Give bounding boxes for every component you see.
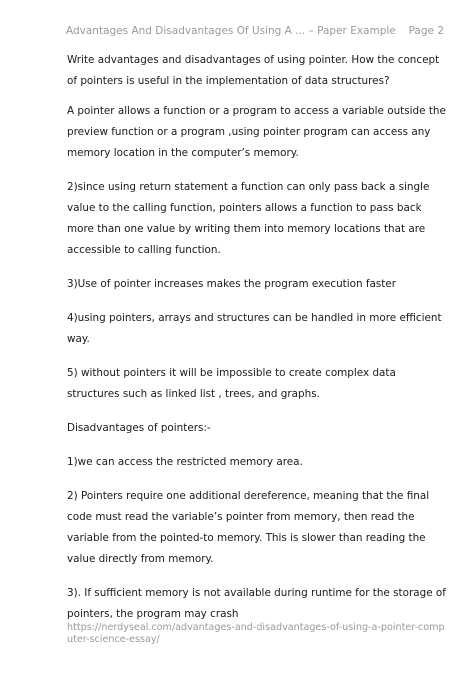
paragraph-advantage-5: 5) without pointers it will be impossible to create complex data structures such as linked list , trees, and graphs. — [67, 367, 396, 400]
header-title: Advantages And Disadvantages Of Using A ... – Paper Example — [66, 25, 396, 37]
source-url-link[interactable]: https://nerdyseal.com/advantages-and-disadvantages-of-using-a-pointer-computer-science-essay/ — [67, 622, 445, 645]
question-paragraph: Write advantages and disadvantages of using pointer. How the concept of pointers is useful in the implementation of data structures? — [67, 54, 440, 87]
paragraph-advantage-4: 4)using pointers, arrays and structures can be handled in more efficient way. — [67, 312, 442, 345]
paragraph-pointer-definition: A pointer allows a function or a program to access a variable outside the preview function or a program ,using pointer program can access any memory location in the computer’s memory. — [67, 105, 446, 159]
paragraph-disadvantage-3: 3). If sufficient memory is not available during runtime for the storage of pointers, the program may crash — [67, 587, 446, 620]
essay-body — [67, 50, 447, 638]
paragraph-advantage-3: 3)Use of pointer increases makes the program execution faster — [67, 278, 397, 290]
page-header — [66, 25, 444, 41]
paragraph-disadvantage-1: 1)we can access the restricted memory area. — [67, 456, 303, 468]
paragraph-advantage-2: 2)since using return statement a function can only pass back a single value to the calling function, pointers allows a function to pass back more than one value by writing them into memory locations that are accessible to calling function. — [67, 181, 430, 256]
paragraph-disadvantage-2: 2) Pointers require one additional dereference, meaning that the final code must read the variable’s pointer from memory, then read the variable from the pointed-to memory. This is slower than reading the value directly from memory. — [67, 490, 430, 565]
disadvantages-heading: Disadvantages of pointers:- — [67, 422, 211, 434]
page-number: Page 2 — [408, 25, 444, 37]
